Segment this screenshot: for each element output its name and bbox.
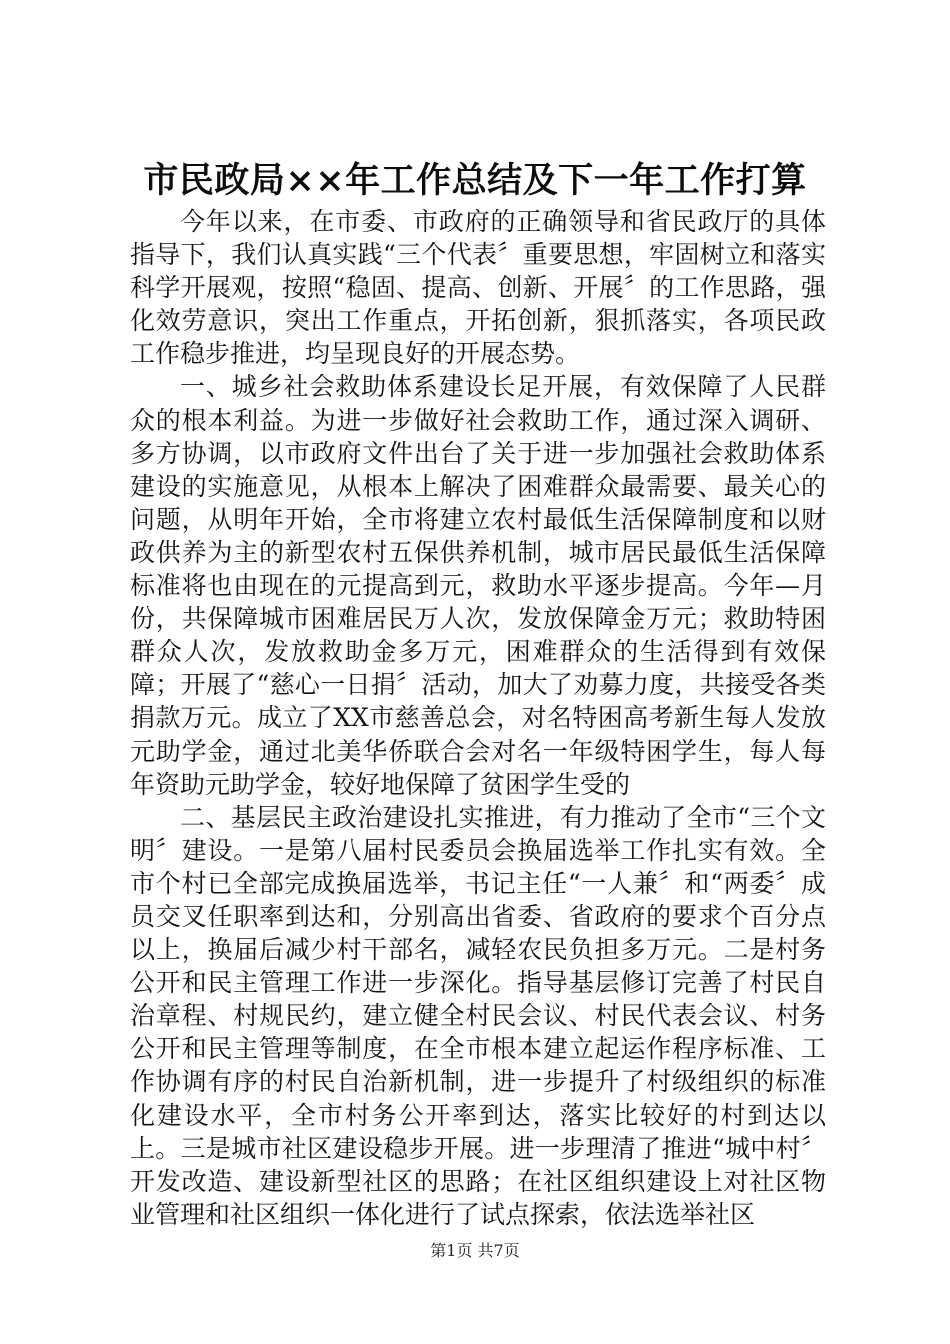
page-number-footer: 第1页 共7页 bbox=[430, 1241, 520, 1260]
paragraph-intro: 今年以来，在市委、市政府的正确领导和省民政厅的具体指导下，我们认真实践“三个代表〞重要思想，牢固树立和落实科学开展观，按照“稳固、提高、创新、开展〞的工作思路，强化效劳意识，突出工作重点，开拓创新，狠抓落实，各项民政工作稳步推进，均呈现良好的开展态势。 bbox=[130, 207, 826, 369]
paragraph-section-1: 一、城乡社会救助体系建设长足开展，有效保障了人民群众的根本利益。为进一步做好社会救助工作，通过深入调研、多方协调，以市政府文件出台了关于进一步加强社会救助体系建设的实施意见，从根本上解决了困难群众最需要、最关心的问题，从明年开始，全市将建立农村最低生活保障制度和以财政供养为主的新型农村五保供养机制，城市居民最低生活保障标准将也由现在的元提高到元，救助水平逐步提高。今年—月份，共保障城市困难居民万人次，发放保障金万元；救助特困群众人次，发放救助金多万元，困难群众的生活得到有效保障；开展了“慈心一日捐〞活动，加大了劝募力度，共接受各类捐款万元。成立了XX市慈善总会，对名特困高考新生每人发放元助学金，通过北美华侨联合会对名一年级特困学生，每人每年资助元助学金，较好地保障了贫困学生受的 bbox=[130, 372, 826, 799]
document-title: 市民政局××年工作总结及下一年工作打算 bbox=[143, 160, 807, 201]
paragraph-section-2: 二、基层民主政治建设扎实推进，有力推动了全市“三个文明〞建设。一是第八届村民委员会换届选举工作扎实有效。全市个村已全部完成换届选举，书记主任“一人兼〞和“两委〞成员交叉任职率到达和，分别高出省委、省政府的要求个百分点以上，换届后减少村干部名，减轻农民负担多万元。二是村务公开和民主管理工作进一步深化。指导基层修订完善了村民自治章程、村规民约，建立健全村民会议、村民代表会议、村务公开和民主管理等制度，在全市根本建立起运作程序标准、工作协调有序的村民自治新机制，进一步提升了村级组织的标准化建设水平，全市村务公开率到达，落实比较好的村到达以上。三是城市社区建设稳步开展。进一步理清了推进“城中村〞开发改造、建设新型社区的思路；在社区组织建设上对社区物业管理和社区组织一体化进行了试点探索，依法选举社区 bbox=[130, 802, 826, 1229]
document-body bbox=[130, 205, 826, 1231]
